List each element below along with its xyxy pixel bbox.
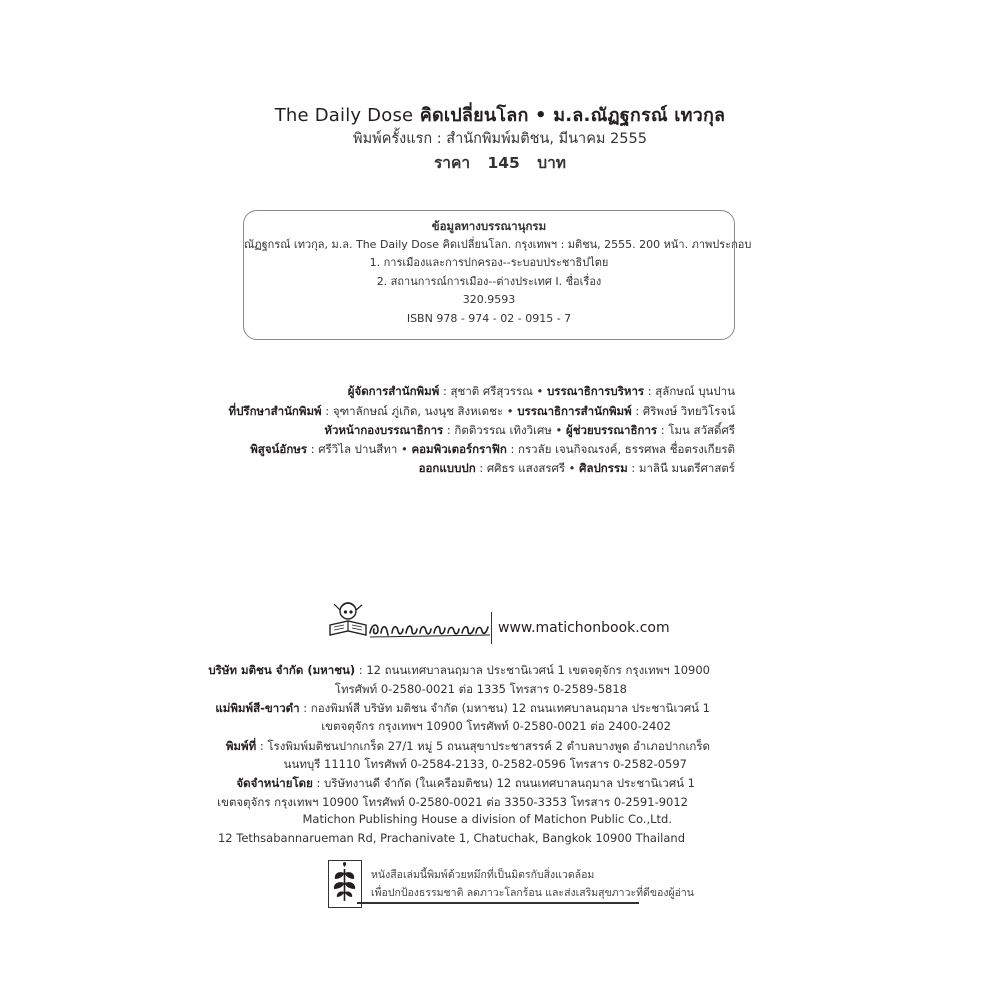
- publisher-info-line: นนทบุรี 11110 โทรศัพท์ 0-2584-2133, 0-2582-0596 โทรสาร 0-2582-0597: [283, 757, 687, 771]
- staff-name: กรวลัย เจนกิจณรงค์, ธรรศพล ชื่อตรงเกียรติ: [518, 442, 735, 456]
- publisher-info-label: พิมพ์ที่: [225, 739, 257, 753]
- staff-role: ผู้ช่วยบรรณาธิการ: [565, 423, 658, 437]
- staff-name: สุลักษณ์ บุนปาน: [655, 384, 735, 398]
- english-address-line: 12 Tethsabannarueman Rd, Prachanivate 1, Chatuchak, Bangkok 10900 Thailand: [217, 831, 685, 845]
- staff-role: พิสูจน์อักษร: [250, 442, 308, 456]
- staff-name: กิตติวรรณ เทิงวิเศษ: [454, 423, 552, 437]
- publisher-info-label: บริษัท มติชน จำกัด (มหาชน): [208, 663, 356, 677]
- staff-role: คอมพิวเตอร์กราฟิก: [411, 442, 507, 456]
- cataloging-heading: ข้อมูลทางบรรณานุกรม: [431, 219, 547, 233]
- cataloging-line: ณัฏฐกรณ์ เทวกุล, ม.ล. The Daily Dose คิดเปลี่ยนโลก. กรุงเทพฯ : มติชน, 2555. 200 หน้า. ภาพประกอบ: [244, 237, 752, 251]
- staff-role: ที่ปรึกษาสำนักพิมพ์: [228, 404, 322, 418]
- staff-row: หัวหน้ากองบรรณาธิการ : กิตติวรรณ เทิงวิเศษ • ผู้ช่วยบรรณาธิการ : โมน สวัสดิ์ศรี: [324, 423, 735, 437]
- english-address-line: Matichon Publishing House a division of Matichon Public Co.,Ltd.: [302, 812, 672, 826]
- logo-divider: [491, 612, 492, 644]
- price-line: [0, 150, 1000, 175]
- cataloging-box: [243, 210, 752, 340]
- book-title-thai: คิดเปลี่ยนโลก • ม.ล.ณัฏฐกรณ์ เทวกุล: [419, 105, 726, 126]
- cataloging-line: 2. สถานการณ์การเมือง--ต่างประเทศ I. ชื่อเรื่อง: [376, 274, 602, 288]
- eco-note-line: หนังสือเล่มนี้พิมพ์ด้วยหมึกที่เป็นมิตรกับสิ่งแวดล้อม: [371, 869, 595, 881]
- publisher-info-label: จัดจำหน่ายโดย: [236, 776, 313, 790]
- publisher-info-line: [150, 738, 710, 756]
- isbn: ISBN 978 - 974 - 02 - 0915 - 7: [406, 311, 572, 325]
- staff-role: บรรณาธิการบริหาร: [547, 384, 645, 398]
- staff-row: ที่ปรึกษาสำนักพิมพ์ : จุฑาลักษณ์ ภู่เกิด, นงนุช สิงหเดชะ • บรรณาธิการสำนักพิมพ์ : ศิริพงษ์ วิทยวิโรจน์: [228, 404, 735, 418]
- eco-badge: [328, 860, 362, 908]
- staff-name: จุฑาลักษณ์ ภู่เกิด, นงนุช สิงหเดชะ: [332, 404, 504, 418]
- staff-role: ศิลปกรรม: [579, 461, 628, 475]
- book-title-english: The Daily Dose: [274, 105, 414, 126]
- staff-name: โมน สวัสดิ์ศรี: [668, 423, 735, 437]
- reader-mascot-icon: [326, 597, 496, 647]
- book-title: [0, 100, 1000, 129]
- cataloging-line: 1. การเมืองและการปกครอง--ระบอบประชาธิปไตย: [369, 256, 609, 269]
- publisher-info-text: : 12 ถนนเทศบาลนฤมาล ประชานิเวศน์ 1 เขตจตุจักร กรุงเทพฯ 10900: [355, 663, 710, 677]
- staff-role: หัวหน้ากองบรรณาธิการ: [324, 423, 444, 437]
- price-label: ราคา: [433, 154, 471, 172]
- publisher-info-line: เขตจตุจักร กรุงเทพฯ 10900 โทรศัพท์ 0-2580-0021 ต่อ 3350-3353 โทรสาร 0-2591-9012: [217, 795, 688, 809]
- cataloging-line: 320.9593: [462, 293, 516, 306]
- publisher-info-text: : โรงพิมพ์มติชนปากเกร็ด 27/1 หมู่ 5 ถนนสุขาประชาสรรค์ 2 ตำบลบางพูด อำเภอปากเกร็ด: [256, 739, 710, 753]
- staff-name: มาลินี มนตรีศาสตร์: [638, 461, 735, 475]
- price-amount: 145: [487, 154, 520, 172]
- edition-line: พิมพ์ครั้งแรก : สำนักพิมพ์มติชน, มีนาคม 2555: [353, 131, 647, 147]
- staff-name: ศิริพงษ์ วิทยวิโรจน์: [642, 404, 735, 418]
- publisher-info-text: : บริษัทงานดี จำกัด (ในเครือมติชน) 12 ถนนเทศบาลนฤมาล ประชานิเวศน์ 1: [312, 776, 695, 790]
- staff-name: สุชาติ ศรีสุวรรณ: [450, 384, 533, 398]
- eco-note-line: เพื่อปกป้องธรรมชาติ ลดภาวะโลกร้อน และส่งเสริมสุขภาวะที่ดีของผู้อ่าน: [371, 887, 694, 899]
- publisher-info-line: [150, 775, 695, 793]
- publisher-info-line: เขตจตุจักร กรุงเทพฯ 10900 โทรศัพท์ 0-2580-0021 ต่อ 2400-2402: [321, 719, 671, 733]
- publisher-info-label: แม่พิมพ์สี-ขาวดำ: [215, 701, 300, 715]
- plant-leaf-icon: [329, 861, 360, 906]
- staff-role: บรรณาธิการสำนักพิมพ์: [517, 404, 632, 418]
- publisher-info-line: [150, 662, 710, 680]
- staff-name: ศรีวิไล ปานสีทา: [318, 442, 398, 456]
- price-unit: บาท: [537, 154, 567, 172]
- staff-row: ผู้จัดการสำนักพิมพ์ : สุชาติ ศรีสุวรรณ • บรรณาธิการบริหาร : สุลักษณ์ บุนปาน: [347, 384, 735, 398]
- staff-row: พิสูจน์อักษร : ศรีวิไล ปานสีทา • คอมพิวเตอร์กราฟิก : กรวลัย เจนกิจณรงค์, ธรรศพล ชื่อตรงเกียรติ: [250, 442, 735, 456]
- staff-role: ออกแบบปก: [418, 461, 476, 475]
- eco-underline: [357, 902, 639, 904]
- website-link[interactable]: www.matichonbook.com: [498, 620, 670, 636]
- staff-row: ออกแบบปก : ศศิธร แสงสรศรี • ศิลปกรรม : มาลินี มนตรีศาสตร์: [418, 461, 735, 475]
- publisher-info-line: [150, 700, 710, 718]
- staff-name: ศศิธร แสงสรศรี: [486, 461, 566, 475]
- publisher-info-text: : กองพิมพ์สี บริษัท มติชน จำกัด (มหาชน) 12 ถนนเทศบาลนฤมาล ประชานิเวศน์ 1: [299, 701, 710, 715]
- staff-role: ผู้จัดการสำนักพิมพ์: [347, 384, 440, 398]
- publisher-info-line: โทรศัพท์ 0-2580-0021 ต่อ 1335 โทรสาร 0-2589-5818: [334, 682, 627, 696]
